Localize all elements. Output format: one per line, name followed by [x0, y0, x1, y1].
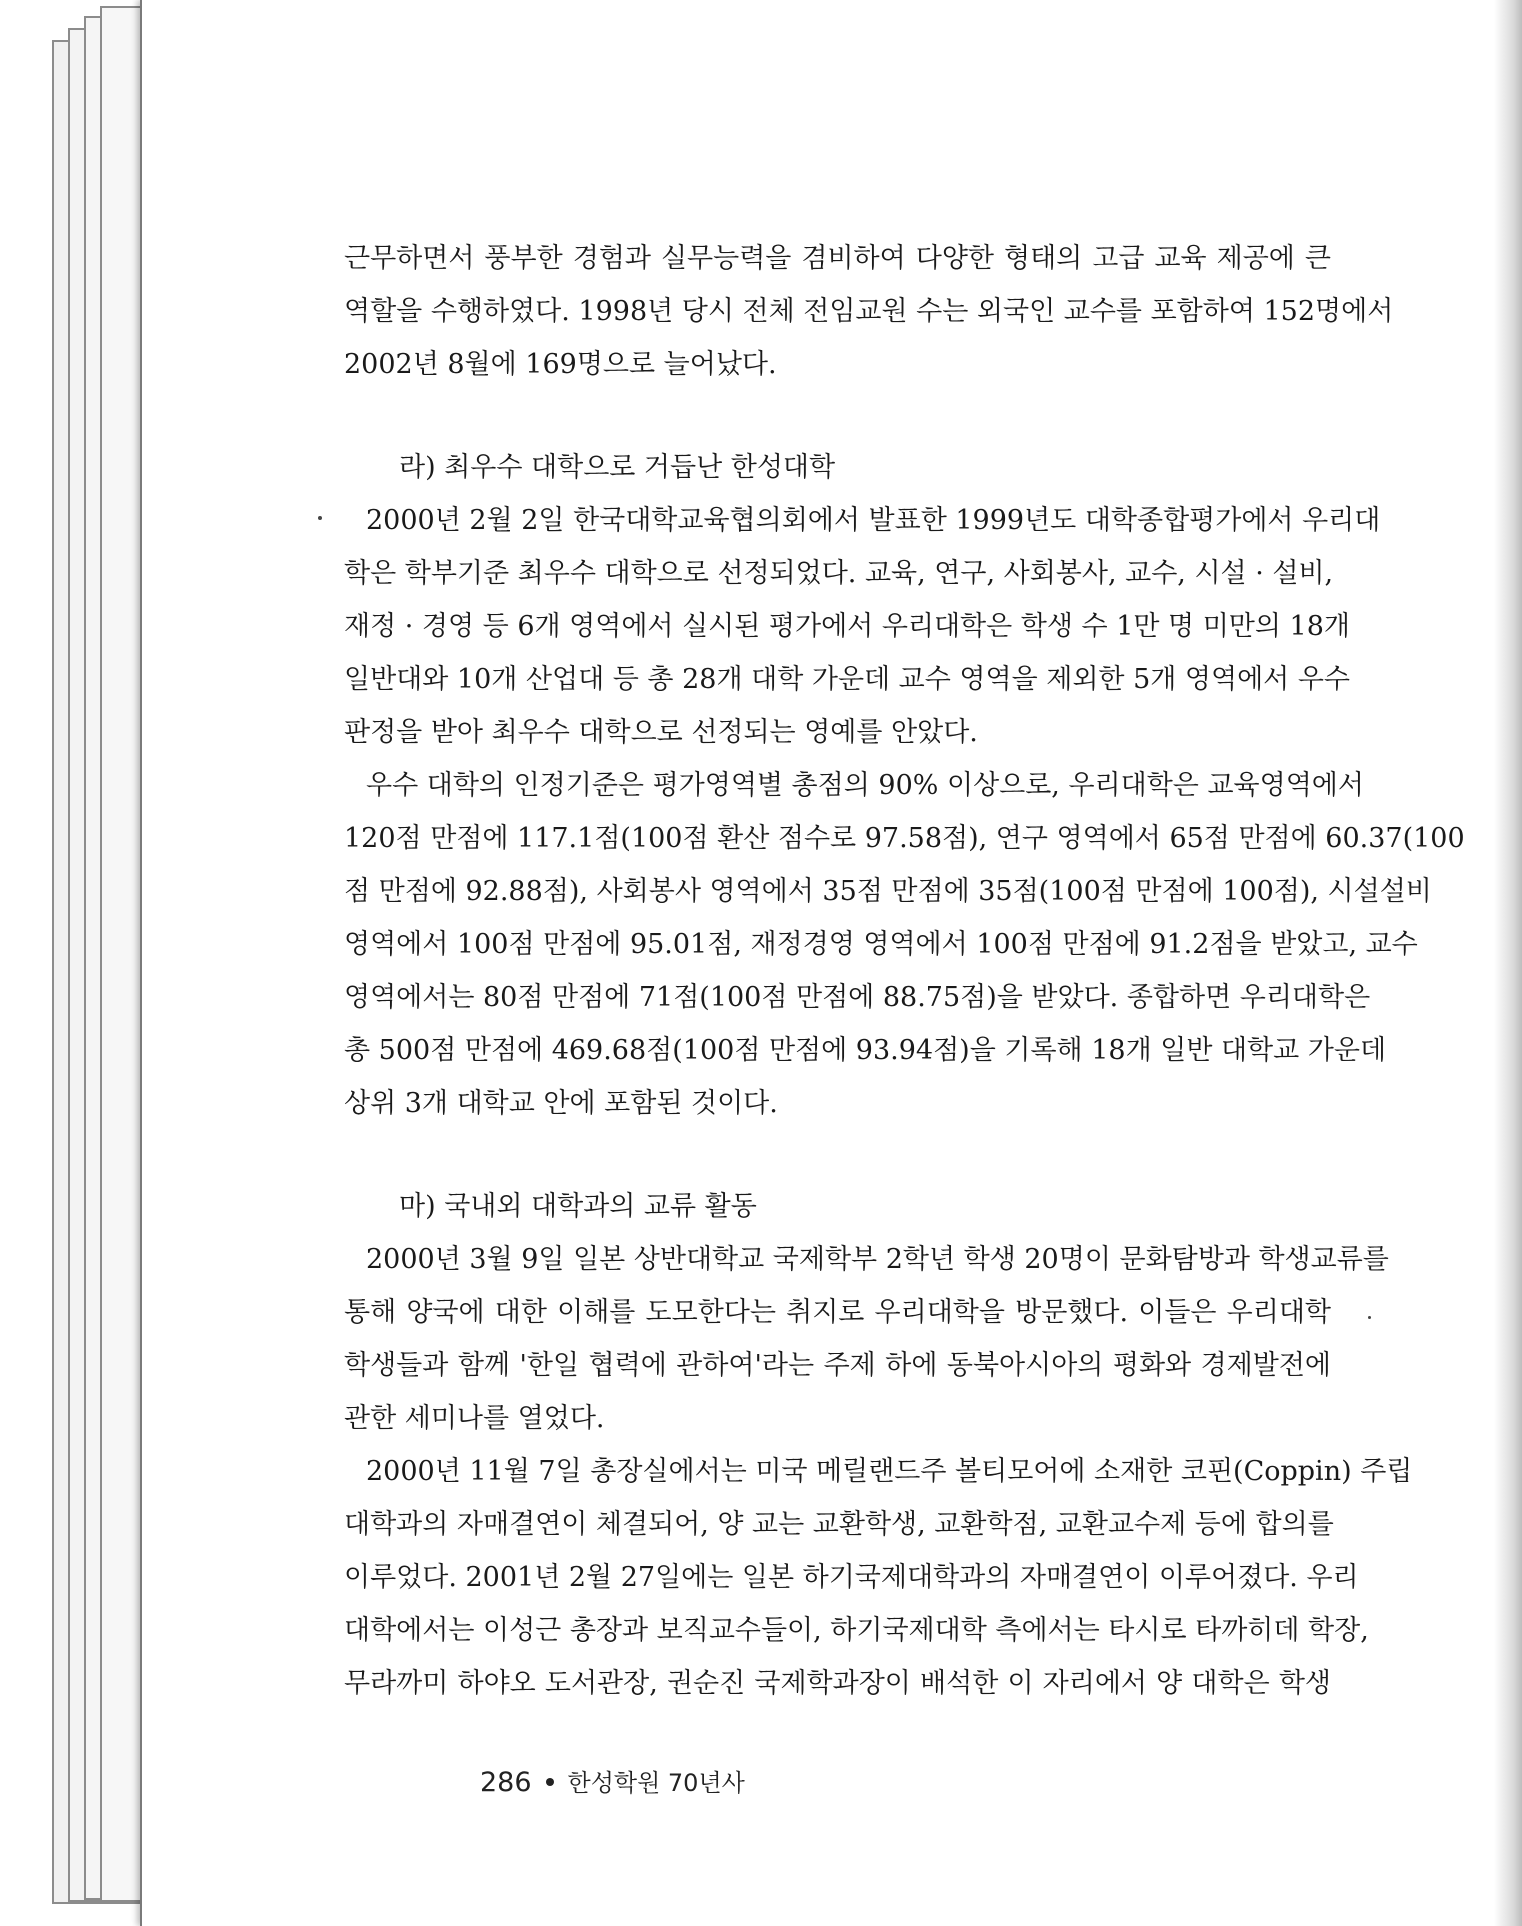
book-page: [140, 0, 1522, 1926]
section-heading: 마) 국내외 대학과의 교류 활동: [399, 1191, 757, 1222]
text-line: 2000년 11월 7일 총장실에서는 미국 메릴랜드주 볼티모어에 소재한 코핀(Coppin) 주립: [366, 1456, 1413, 1487]
text-line: 무라까미 하야오 도서관장, 권순진 국제학과장이 배석한 이 자리에서 양 대학은 학생: [344, 1668, 1331, 1699]
section-heading: 라) 최우수 대학으로 거듭난 한성대학: [399, 452, 836, 483]
page-number: 286: [480, 1767, 532, 1798]
paragraph: [344, 759, 1465, 1130]
paragraph: [344, 1233, 1389, 1445]
text-line: 영역에서는 80점 만점에 71점(100점 만점에 88.75점)을 받았다. 종합하면 우리대학은: [344, 982, 1371, 1013]
book-title: 한성학원 70년사: [567, 1769, 745, 1797]
section-gap: [344, 1130, 1331, 1180]
page-edge-shadow: [1494, 0, 1522, 1926]
text-line: 영역에서 100점 만점에 95.01점, 재정경영 영역에서 100점 만점에 91.2점을 받았고, 교수: [344, 929, 1418, 960]
text-line: 관한 세미나를 열었다.: [344, 1403, 605, 1434]
text-line: 대학과의 자매결연이 체결되어, 양 교는 교환학생, 교환학점, 교환교수제 등에 합의를: [344, 1509, 1334, 1540]
text-line: 판정을 받아 최우수 대학으로 선정되는 영예를 안았다.: [344, 717, 978, 748]
paragraph: [344, 232, 1394, 391]
text-line: 2000년 3월 9일 일본 상반대학교 국제학부 2학년 학생 20명이 문화탐방과 학생교류를: [366, 1244, 1389, 1275]
text-line: 120점 만점에 117.1점(100점 환산 점수로 97.58점), 연구 영역에서 65점 만점에 60.37(100: [344, 823, 1465, 854]
text-line: 학은 학부기준 최우수 대학으로 선정되었다. 교육, 연구, 사회봉사, 교수, 시설 · 설비,: [344, 558, 1334, 589]
text-line: 2000년 2월 2일 한국대학교육협의회에서 발표한 1999년도 대학종합평가에서 우리대: [366, 505, 1381, 536]
text-line: 2002년 8월에 169명으로 늘어났다.: [344, 349, 777, 380]
page-footer: [480, 1763, 745, 1798]
paragraph: [344, 494, 1381, 759]
text-line: 상위 3개 대학교 안에 포함된 것이다.: [344, 1088, 778, 1119]
text-line: 대학에서는 이성근 총장과 보직교수들이, 하기국제대학 측에서는 타시로 타까히데 학장,: [344, 1615, 1369, 1646]
page-body: [344, 232, 1465, 1710]
scan-speck: [1368, 1316, 1371, 1319]
text-line: 점 만점에 92.88점), 사회봉사 영역에서 35점 만점에 35점(100점 만점에 100점), 시설설비: [344, 876, 1432, 907]
text-line: 재정 · 경영 등 6개 영역에서 실시된 평가에서 우리대학은 학생 수 1만 명 미만의 18개: [344, 611, 1350, 642]
text-line: 이루었다. 2001년 2월 27일에는 일본 하기국제대학과의 자매결연이 이루어졌다. 우리: [344, 1562, 1359, 1593]
scan-speck: [318, 516, 322, 520]
text-line: 학생들과 함께 '한일 협력에 관하여'라는 주제 하에 동북아시아의 평화와 경제발전에: [344, 1350, 1331, 1381]
text-line: 근무하면서 풍부한 경험과 실무능력을 겸비하여 다양한 형태의 고급 교육 제공에 큰: [344, 243, 1331, 274]
text-line: 일반대와 10개 산업대 등 총 28개 대학 가운데 교수 영역을 제외한 5개 영역에서 우수: [344, 664, 1351, 695]
text-line: 통해 양국에 대한 이해를 도모한다는 취지로 우리대학을 방문했다. 이들은 우리대학: [344, 1297, 1331, 1328]
text-line: 우수 대학의 인정기준은 평가영역별 총점의 90% 이상으로, 우리대학은 교육영역에서: [366, 770, 1364, 801]
paragraph: [344, 1445, 1413, 1710]
section-gap: [344, 391, 1331, 441]
text-line: 총 500점 만점에 469.68점(100점 만점에 93.94점)을 기록해 18개 일반 대학교 가운데: [344, 1035, 1387, 1066]
bullet-icon: [546, 1778, 554, 1786]
text-line: 역할을 수행하였다. 1998년 당시 전체 전임교원 수는 외국인 교수를 포함하여 152명에서: [344, 296, 1394, 327]
